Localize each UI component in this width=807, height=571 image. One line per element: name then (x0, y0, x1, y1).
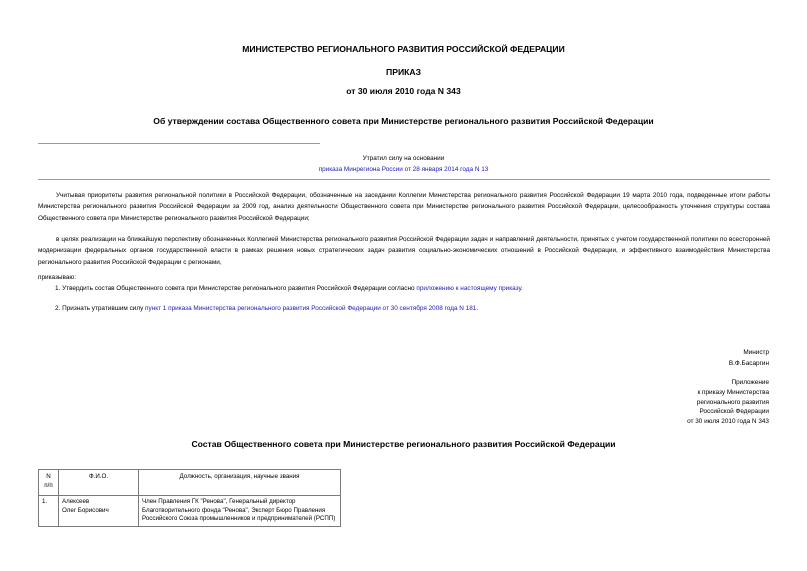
repeal-order-link[interactable]: приказа Минрегиона России от 28 января 2014 года N 13 (318, 166, 489, 174)
appendix-ref-line: Российской Федерации (699, 408, 769, 416)
column-header-name: Ф.И.О. (59, 470, 139, 496)
status-note (0, 153, 807, 176)
document-date-number: от 30 июля 2010 года N 343 (346, 86, 461, 96)
table-header-row (39, 470, 341, 496)
order-word: приказываю: (38, 274, 76, 281)
column-header-number-line: п/п (44, 481, 53, 489)
appendix-ref-line: регионального развития (696, 398, 769, 406)
appendix-ref-line: к приказу Министерства (697, 388, 769, 396)
order-item-2 (38, 303, 770, 314)
order-item-2-text: 2. Признать утратившим силу (55, 305, 146, 312)
document-type: ПРИКАЗ (386, 67, 421, 77)
repealed-order-link[interactable]: пункт 1 приказа Министерства регионального развития Российской Федерации от 30 сентября 2008 года N 181 (145, 305, 477, 312)
divider-top (38, 143, 320, 144)
cell-name-line: Алексеев (62, 498, 90, 506)
appendix-ref-line: Приложение (731, 379, 769, 386)
column-header-number-line: N (46, 473, 51, 480)
preamble-paragraph-2: в целях реализации на ближайшую перспективу обозначенных Коллегией Министерства регионального развития Российской Федерации задач и направлений деятельности, принятых с учетом государственной политики по всесторонней модернизации федеральных органов государственной власти в рамках решения новых стратегических задач развития социально-экономических отношений в Российской Федерации, и эффективного взаимодействия Министерства регионального развития Российской Федерации с регионами, (38, 236, 770, 266)
ministry-heading: МИНИСТЕРСТВО РЕГИОНАЛЬНОГО РАЗВИТИЯ РОССИЙСКОЙ ФЕДЕРАЦИИ (242, 44, 565, 54)
signature-block (729, 347, 769, 370)
table-row (39, 496, 341, 527)
divider-bottom (38, 179, 770, 180)
appendix-link[interactable]: приложению к настоящему приказу (416, 285, 522, 292)
order-item-1 (38, 283, 770, 294)
signature-name: В.Ф.Басаргин (728, 360, 769, 368)
column-header-number (39, 470, 59, 496)
column-header-position: Должность, организация, научные звания (139, 470, 341, 496)
order-item-1-text: 1. Утвердить состав Общественного совета при Министерстве регионального развития Российской Федерации согласно (55, 285, 417, 292)
signature-title: Министр (743, 349, 769, 356)
appendix-ref-line: от 30 июля 2010 года N 343 (687, 418, 769, 426)
order-item-1-end: . (521, 285, 523, 292)
preamble-paragraph-1: Учитывая приоритеты развития региональной политики в Российской Федерации, обозначенные на заседании Коллегии Министерства регионального развития Российской Федерации 19 марта 2010 года, подведенные итоги работы Министерства регионального развития Российской Федерации за 2009 год, анализ деятельности Общественного совета при Министерстве регионального развития Российской Федерации, целесообразность уточнения структуры состава Общественного совета при Министерстве регионального развития Российской Федерации; (38, 192, 770, 222)
cell-position: Член Правления ГК "Ренова", Генеральный директор Благотворительного фонда "Ренова", Эксперт Бюро Правления Российского Союза промышленников и предпринимателей (РСПП) (139, 496, 341, 527)
status-note-text: Утратил силу на основании (362, 155, 445, 162)
appendix-reference (687, 378, 769, 427)
order-item-2-end: . (476, 305, 479, 312)
cell-number: 1. (39, 496, 59, 527)
document-title: Об утверждении состава Общественного совета при Министерстве регионального развития Российской Федерации (153, 116, 654, 126)
cell-name (59, 496, 139, 527)
cell-name-line: Олег Борисович (62, 506, 109, 514)
composition-table (38, 469, 341, 527)
composition-title: Состав Общественного совета при Министерстве регионального развития Российской Федерации (191, 439, 616, 449)
